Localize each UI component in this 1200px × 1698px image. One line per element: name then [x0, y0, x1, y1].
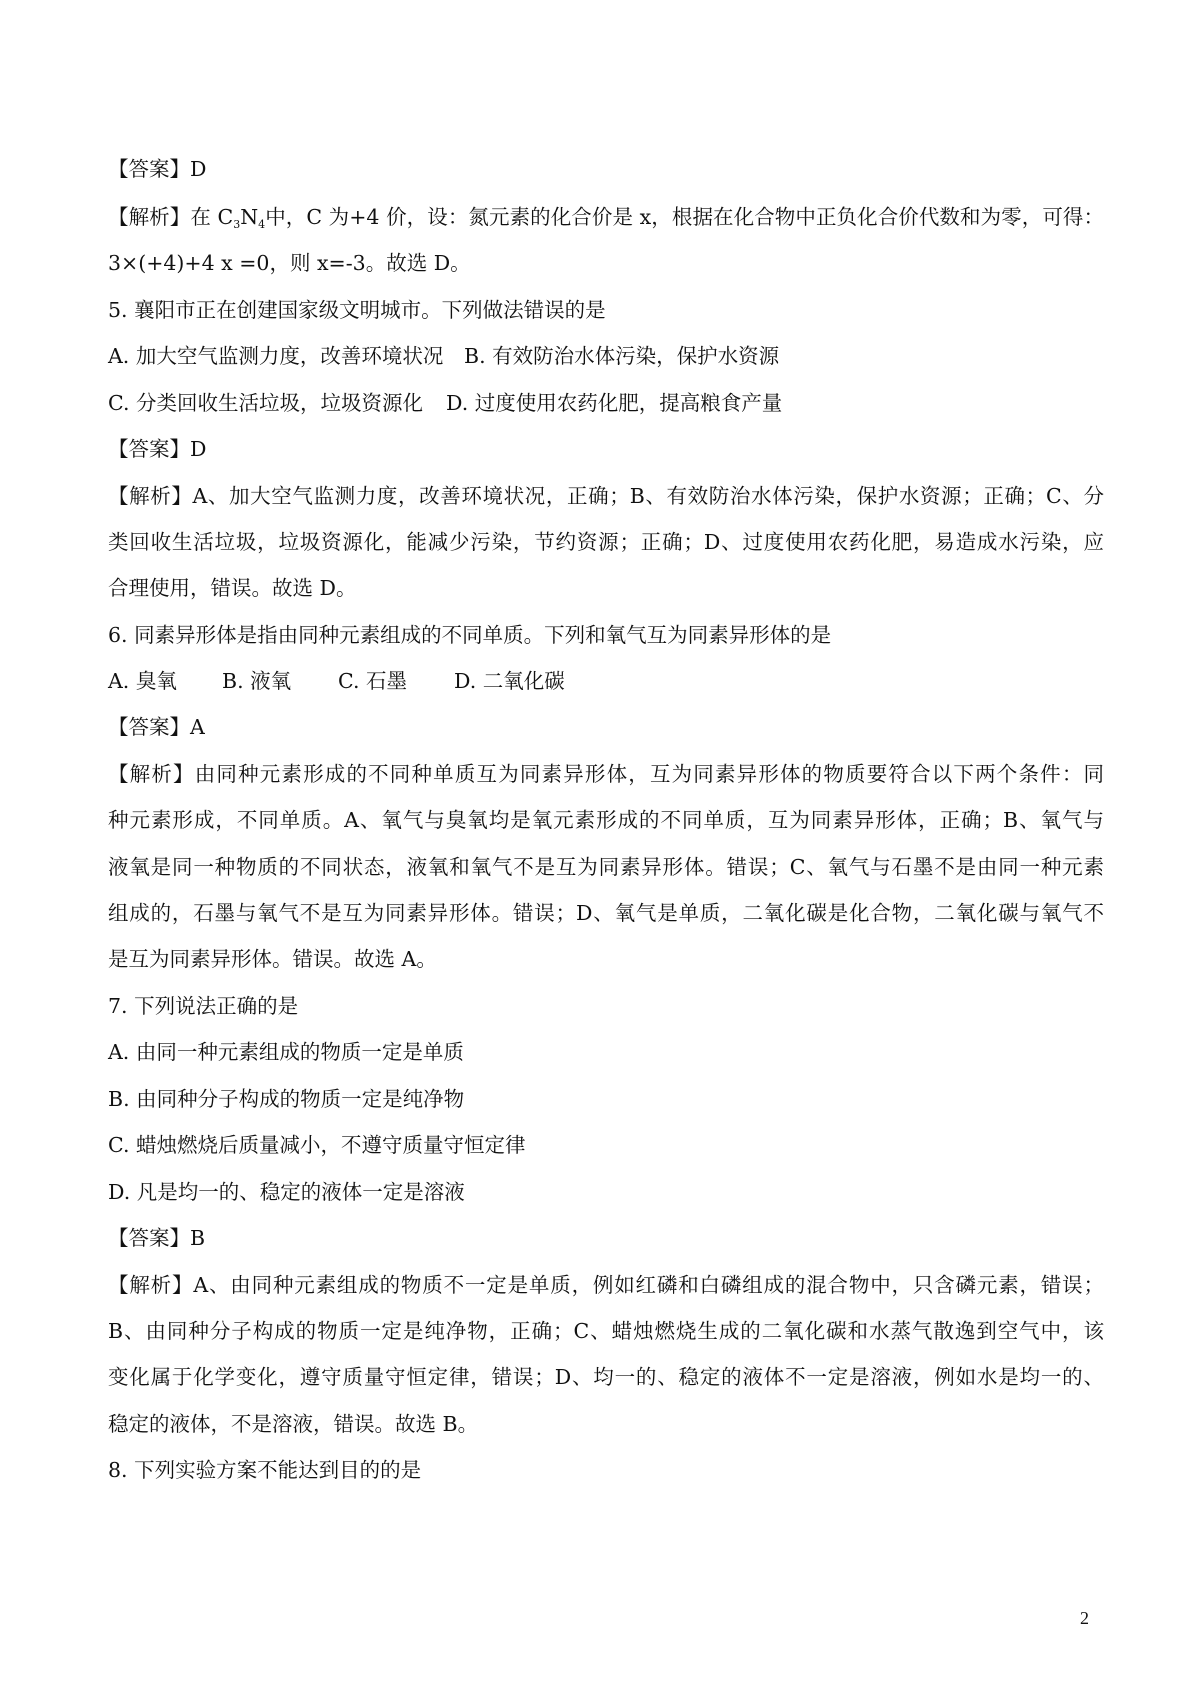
q7-option-b: B. 由同种分子构成的物质一定是纯净物	[108, 1087, 465, 1111]
q4-analysis-line-2: 3×(+4)+4 x =0，则 x=-3。故选 D。	[108, 251, 471, 275]
q4-analysis-text-a: 【解析】在 C	[108, 205, 234, 229]
q5-stem: 5. 襄阳市正在创建国家级文明城市。下列做法错误的是	[108, 298, 606, 322]
q5-analysis-line: 【解析】A、加大空气监测力度，改善环境状况，正确；B、有效防治水体污染，保护水资源；正确；C、分	[108, 484, 1104, 508]
q6-answer: 【答案】A	[108, 715, 205, 739]
q6-option-a: A. 臭氧	[108, 669, 177, 693]
q5-options-row-1	[108, 341, 1104, 371]
q7-option-c: C. 蜡烛燃烧后质量减小，不遵守质量守恒定律	[108, 1133, 526, 1157]
q8-stem: 8. 下列实验方案不能达到目的的是	[108, 1458, 422, 1482]
q7-option-a: A. 由同一种元素组成的物质一定是单质	[108, 1040, 464, 1064]
q5-options-row-2	[108, 388, 1104, 418]
q7-stem: 7. 下列说法正确的是	[108, 994, 299, 1018]
q6-option-b: B. 液氧	[222, 669, 292, 693]
q4-answer: 【答案】D	[108, 157, 207, 181]
q7-analysis-line: 稳定的液体，不是溶液，错误。故选 B。	[108, 1412, 479, 1436]
q4-analysis-text-b: N	[240, 205, 259, 229]
q5-option-b: B. 有效防治水体污染，保护水资源	[464, 344, 780, 368]
q7-analysis-line: B、由同种分子构成的物质一定是纯净物，正确；C、蜡烛燃烧生成的二氧化碳和水蒸气散逸到空气中，该	[108, 1319, 1104, 1343]
q6-analysis-line: 【解析】由同种元素形成的不同种单质互为同素异形体，互为同素异形体的物质要符合以下两个条件：同	[108, 762, 1104, 786]
q7-option-d: D. 凡是均一的、稳定的液体一定是溶液	[108, 1180, 465, 1204]
q5-option-d: D. 过度使用农药化肥，提高粮食产量	[446, 391, 783, 415]
q7-analysis-line: 变化属于化学变化，遵守质量守恒定律，错误；D、均一的、稳定的液体不一定是溶液，例如水是均一的、	[108, 1365, 1104, 1389]
q5-analysis-line: 合理使用，错误。故选 D。	[108, 576, 357, 600]
q7-answer: 【答案】B	[108, 1226, 206, 1250]
q6-stem: 6. 同素异形体是指由同种元素组成的不同单质。下列和氧气互为同素异形体的是	[108, 623, 832, 647]
q6-options-row	[108, 666, 1104, 696]
q7-analysis-line: 【解析】A、由同种元素组成的物质不一定是单质，例如红磷和白磷组成的混合物中，只含磷元素，错误；	[108, 1273, 1104, 1297]
q4-analysis-text-c: 中，C 为+4 价，设：氮元素的化合价是 x，根据在化合物中正负化合价代数和为零，可得：	[265, 205, 1105, 229]
q6-analysis-line: 液氧是同一种物质的不同状态，液氧和氧气不是互为同素异形体。错误；C、氧气与石墨不是由同一种元素	[108, 855, 1104, 879]
q4-analysis-line-1	[108, 202, 1104, 232]
q6-analysis-line: 是互为同素异形体。错误。故选 A。	[108, 947, 437, 971]
subscript-3: 3	[233, 218, 241, 231]
q5-analysis-line: 类回收生活垃圾，垃圾资源化，能减少污染，节约资源；正确；D、过度使用农药化肥，易造成水污染，应	[108, 530, 1104, 554]
q6-option-d: D. 二氧化碳	[454, 669, 565, 693]
q5-option-a: A. 加大空气监测力度，改善环境状况	[108, 344, 444, 368]
q5-answer: 【答案】D	[108, 437, 207, 461]
q6-analysis-line: 组成的，石墨与氧气不是互为同素异形体。错误；D、氧气是单质，二氧化碳是化合物，二氧化碳与氧气不	[108, 901, 1104, 925]
q6-analysis-line: 种元素形成，不同单质。A、氧气与臭氧均是氧元素形成的不同单质，互为同素异形体，正确；B、氧气与	[108, 808, 1104, 832]
q6-option-c: C. 石墨	[338, 669, 407, 693]
q5-option-c: C. 分类回收生活垃圾，垃圾资源化	[108, 391, 423, 415]
page-number: 2	[1080, 1608, 1089, 1628]
subscript-4: 4	[258, 218, 266, 231]
